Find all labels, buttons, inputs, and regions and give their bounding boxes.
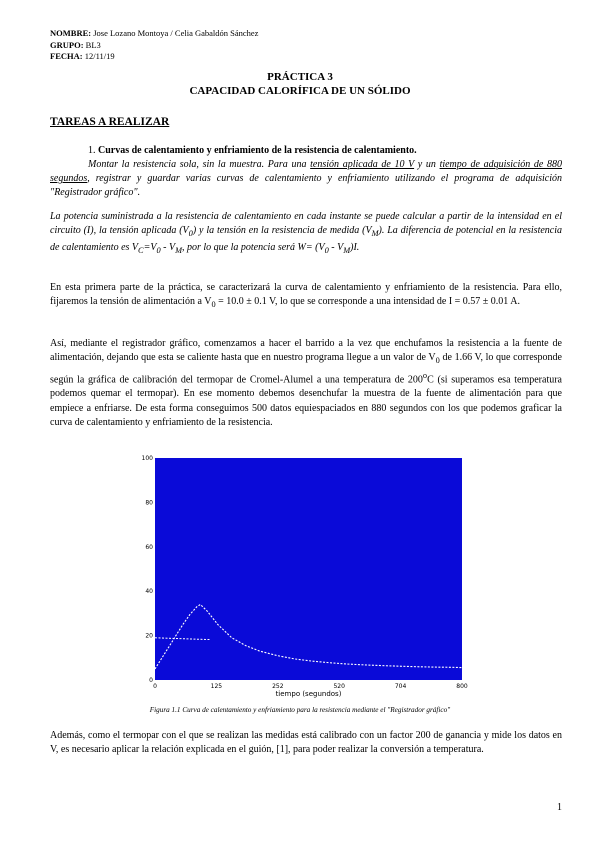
y-tick-label: 40 <box>145 588 153 596</box>
x-tick-label: 520 <box>333 683 345 690</box>
x-tick-label: 704 <box>394 683 407 690</box>
y-tick-label: 0 <box>149 677 153 684</box>
task-instructions: Montar la resistencia sola, sin la muestra. Para una tensión aplicada de 10 V y un tiempo de adquisición de 880 segundos, registrar y guardar varias curvas de calentamiento y enfriamiento utilizando el programa de adquisición "Registrador gráfico". <box>50 159 563 198</box>
grupo-line: GRUPO: BL3 <box>50 39 101 50</box>
practice-number: PRÁCTICA 3 <box>267 71 333 83</box>
nombre-line: NOMBRE: Jose Lozano Montoya / Celia Gabaldón Sánchez <box>50 28 259 38</box>
power-paragraph: La potencia suministrada a la resistencia de calentamiento en cada instante se puede calcular a partir de la intensidad en el circuito (I), la tensión aplicada $(V_0)$ y la tensión en la resistencia de medida $(V_M)$. La diferencia de potencial en la resistencia de calentamiento es $V_C=V_0 - V_M$, por lo que la potencia será $W= (V_0 - V_M)I$. <box>50 211 562 255</box>
y-tick-label: 80 <box>145 499 153 507</box>
practice-title: CAPACIDAD CALORÍFICA DE UN SÓLIDO <box>189 85 411 97</box>
x-axis-label: tiempo (segundos) <box>275 690 342 698</box>
y-tick-label: 60 <box>145 543 153 551</box>
y-tick-label: 20 <box>145 632 153 640</box>
fecha-line: FECHA: 12/11/19 <box>50 51 115 61</box>
plot-background <box>155 458 462 680</box>
x-tick-label: 125 <box>210 683 223 690</box>
page-number: 1 <box>557 802 562 813</box>
x-tick-label: 252 <box>272 683 284 690</box>
y-tick-label: 100 <box>141 455 153 462</box>
document-header <box>50 28 258 63</box>
section-heading: TAREAS A REALIZAR <box>50 116 170 128</box>
task-item-1 <box>50 144 562 200</box>
task-heading: 1. Curvas de calentamiento y enfriamiento de la resistencia de calentamiento. <box>88 145 417 156</box>
x-tick-label: 800 <box>456 683 468 690</box>
setup-paragraph: En esta primera parte de la práctica, se caracterizará la curva de calentamiento y enfriamiento de la resistencia. Para ello, fijaremos la tensión de alimentación a $V_0 = 10.0 \pm 0.1$ V, lo que se corresponde a una intensidad de I = 0.57 ± 0.01 A. <box>50 282 562 310</box>
procedure-paragraph: Así, mediante el registrador gráfico, comenzamos a hacer el barrido a la vez que enchufamos la resistencia a la fuente de alimentación, dejando que esta se caliente hasta que en nuestro programa llegue a un valor de $V_0$ de 1.66 V, lo que corresponde según la gráfica de calibración del termopar de Cromel-Alumel a una temperatura de 200$^o$C (si superamos esa temperatura podemos quemar el termopar). En ese momento debemos desenchufar la muestra de la fuente de alimentación para que empiece a enfriarse. De esta forma conseguimos 500 datos equiespaciados en 880 segundos con los que podemos graficar la curva de calentamiento y enfriamiento de la resistencia. <box>50 338 562 428</box>
x-tick-label: 0 <box>153 683 157 690</box>
conversion-paragraph: Además, como el termopar con el que se realizan las medidas está calibrado con un factor 200 de ganancia y mide los datos en V, es necesario aplicar la relación explicada en el guión, [1], para poder realizar la conversión a temperatura. <box>50 730 562 756</box>
figure-caption: Figura 1.1 Curva de calentamiento y enfriamiento para la resistencia mediante el "Registrador gráfico" <box>149 706 451 714</box>
heating-cooling-chart <box>138 455 468 700</box>
